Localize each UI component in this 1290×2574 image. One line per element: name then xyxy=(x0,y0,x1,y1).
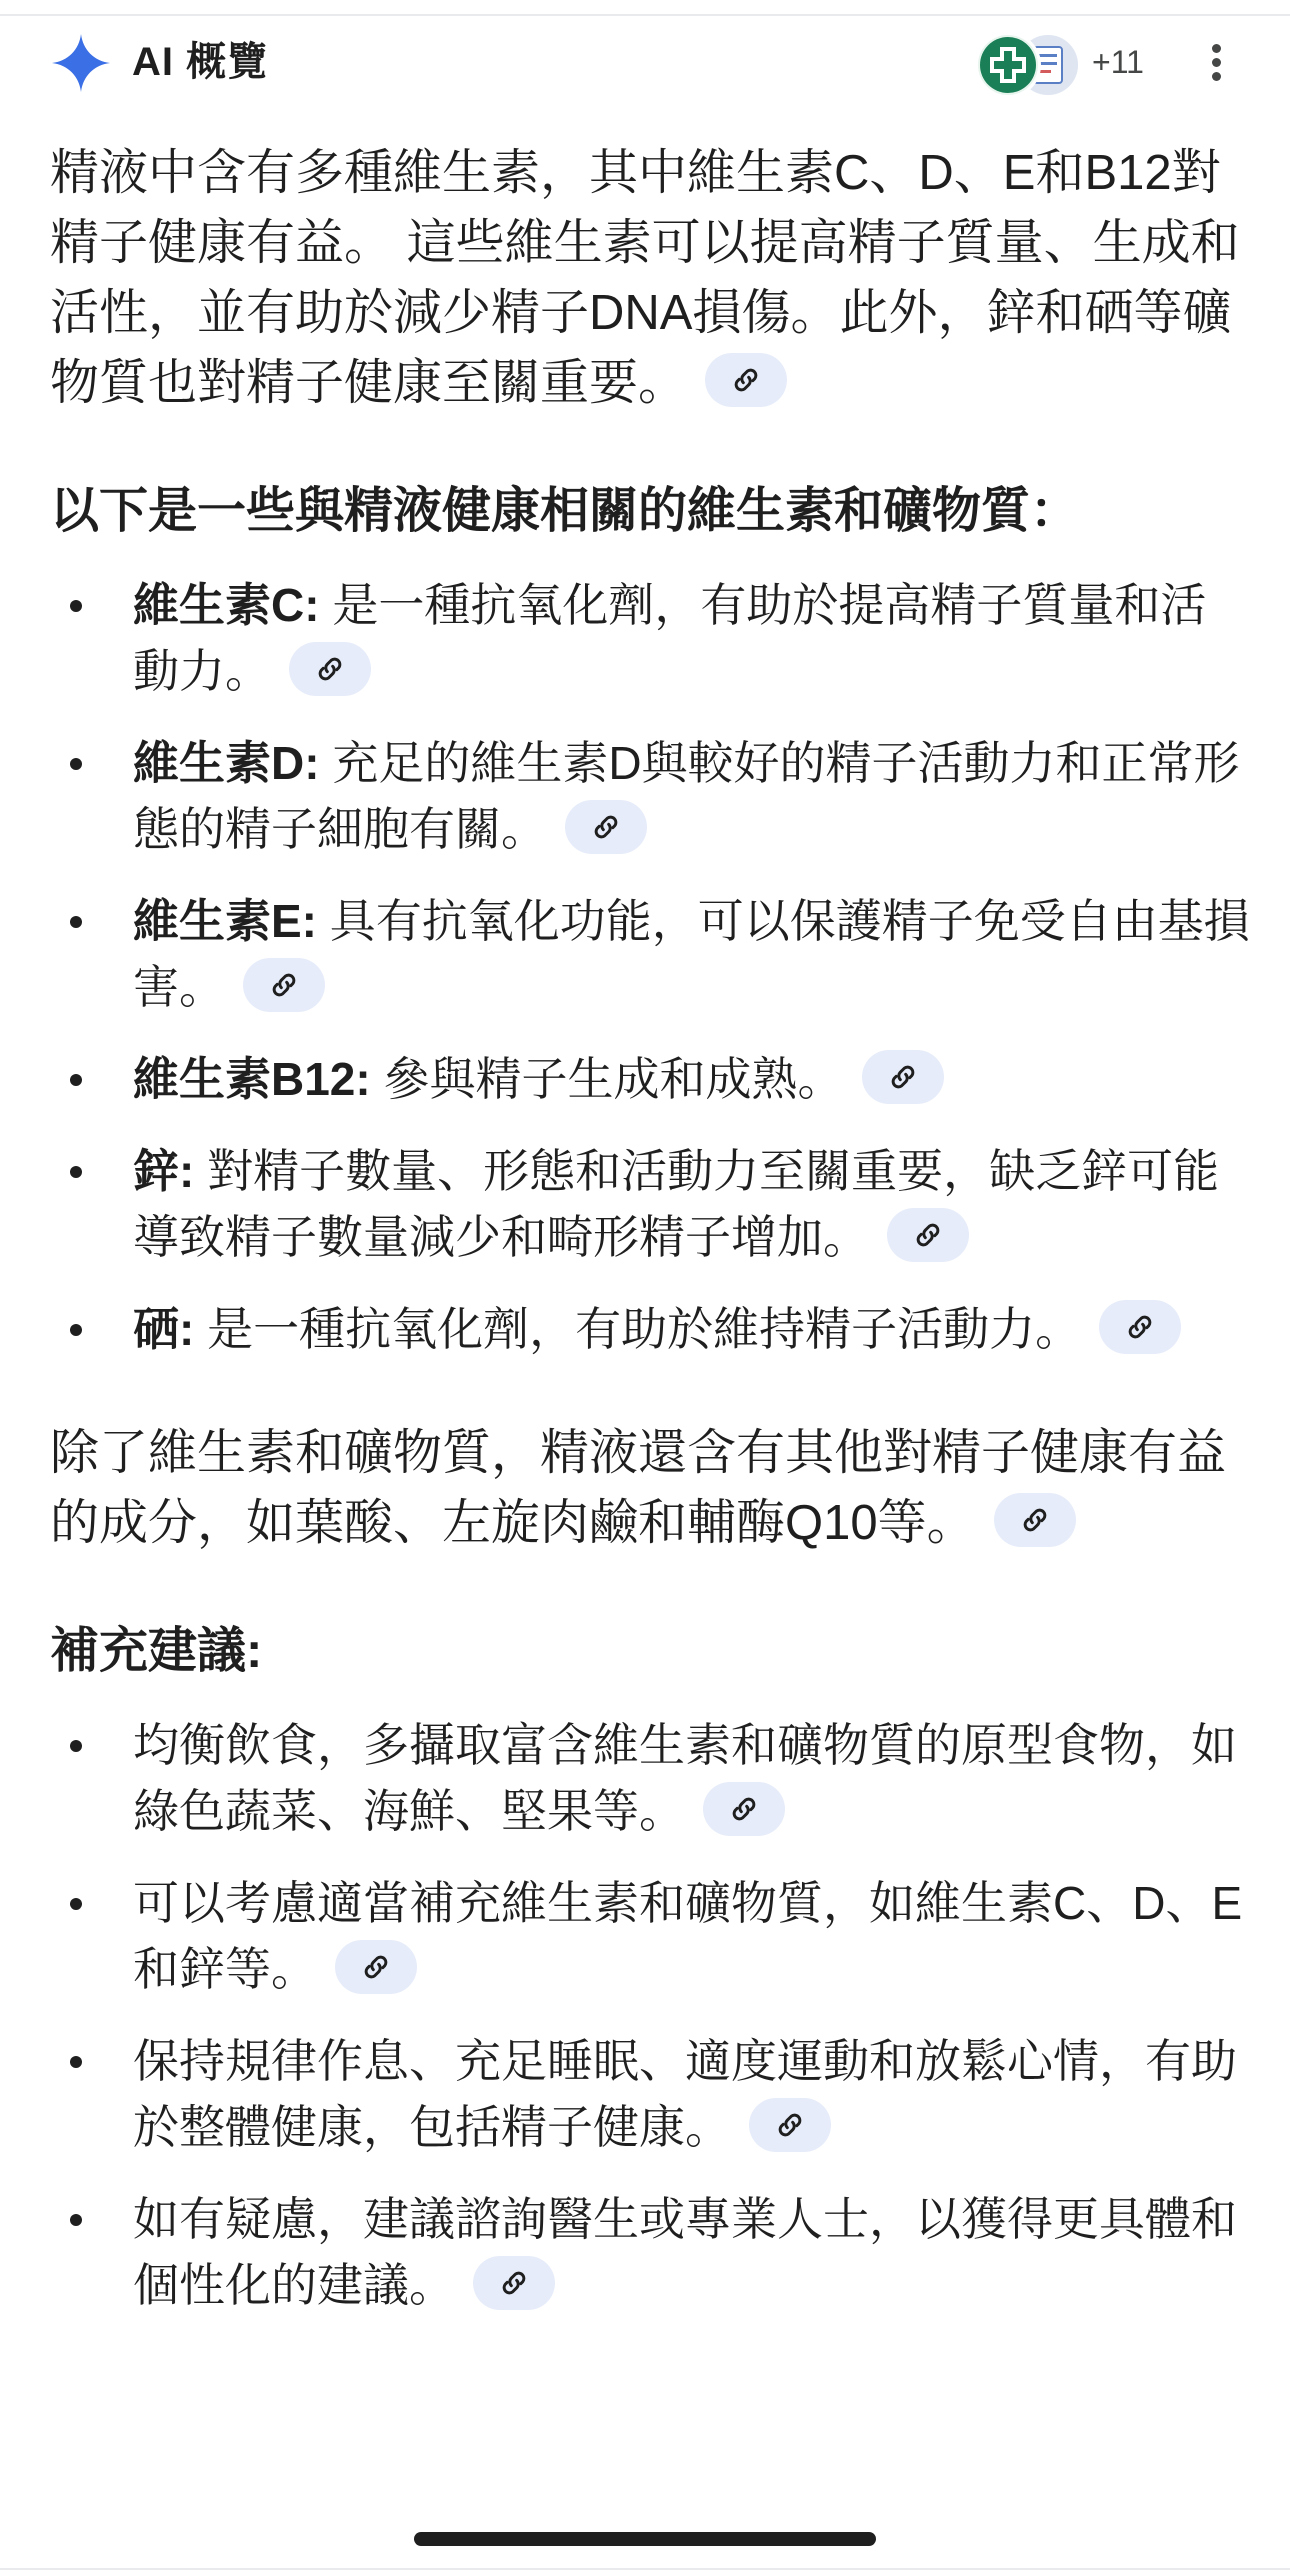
suggestion-list xyxy=(50,1712,1250,2318)
source-link-chip[interactable] xyxy=(994,1493,1076,1547)
ai-overview-header xyxy=(0,30,1290,96)
item-text: 充足的維生素D與較好的精子活動力和正常形態的精子細胞有關。 xyxy=(133,737,1240,855)
source-link-chip[interactable] xyxy=(335,1940,417,1994)
bullet xyxy=(70,1074,82,1086)
item-text: 參與精子生成和成熟。 xyxy=(370,1053,844,1105)
top-divider xyxy=(0,14,1290,16)
more-vert-icon[interactable] xyxy=(1196,34,1236,90)
link-icon xyxy=(590,811,622,843)
link-icon xyxy=(314,653,346,685)
intro-text: 精液中含有多種維生素，其中維生素C、D、E和B12對精子健康有益。 這些維生素可以提高精子質量、生成和活性，並有助於減少精子DNA損傷。此外，鋅和硒等礦物質也對精子健康至關重要。 xyxy=(50,146,1240,410)
link-icon xyxy=(730,364,762,396)
source-link-chip[interactable] xyxy=(862,1050,944,1104)
bullet xyxy=(70,2056,82,2068)
item-term: 維生素B12: xyxy=(133,1053,371,1105)
bottom-divider xyxy=(0,2568,1290,2570)
list-item xyxy=(50,888,1250,1020)
bullet xyxy=(70,1166,82,1178)
link-icon xyxy=(774,2109,806,2141)
source-link-chip[interactable] xyxy=(473,2256,555,2310)
link-icon xyxy=(360,1951,392,1983)
source-avatars[interactable] xyxy=(975,30,1095,94)
list-item xyxy=(50,2028,1250,2160)
source-link-chip[interactable] xyxy=(887,1208,969,1262)
item-text: 保持規律作息、充足睡眠、適度運動和放鬆心情，有助於整體健康，包括精子健康。 xyxy=(133,2035,1237,2153)
item-term: 硒: xyxy=(133,1303,195,1355)
link-icon xyxy=(1019,1504,1051,1536)
link-icon xyxy=(1124,1311,1156,1343)
bullet xyxy=(70,2214,82,2226)
ai-overview-content xyxy=(50,138,1250,2344)
link-icon xyxy=(912,1219,944,1251)
bullet xyxy=(70,758,82,770)
link-icon xyxy=(498,2267,530,2299)
item-term: 維生素D: xyxy=(133,737,320,789)
middle-paragraph xyxy=(50,1418,1250,1558)
list-item xyxy=(50,572,1250,704)
item-text: 如有疑慮，建議諮詢醫生或專業人士，以獲得更具體和個性化的建議。 xyxy=(133,2193,1237,2311)
vitamin-list xyxy=(50,572,1250,1362)
source-link-chip[interactable] xyxy=(243,958,325,1012)
source-count[interactable]: +11 xyxy=(1092,44,1144,80)
item-text: 是一種抗氧化劑，有助於維持精子活動力。 xyxy=(194,1303,1082,1355)
item-text: 是一種抗氧化劑，有助於提高精子質量和活動力。 xyxy=(133,579,1207,697)
item-term: 鋅: xyxy=(133,1145,195,1197)
source-link-chip[interactable] xyxy=(749,2098,831,2152)
item-term: 維生素E: xyxy=(133,895,317,947)
list-item xyxy=(50,1712,1250,1844)
list-item xyxy=(50,1296,1250,1362)
item-term: 維生素C: xyxy=(133,579,320,631)
list-item xyxy=(50,2186,1250,2318)
list-item xyxy=(50,1046,1250,1112)
source-link-chip[interactable] xyxy=(705,353,787,407)
middle-text: 除了維生素和礦物質，精液還含有其他對精子健康有益的成分，如葉酸、左旋肉鹼和輔酶Q10等。 xyxy=(50,1426,1227,1550)
bullet xyxy=(70,916,82,928)
item-text: 對精子數量、形態和活動力至關重要，缺乏鋅可能導致精子數量減少和畸形精子增加。 xyxy=(133,1145,1220,1263)
link-icon xyxy=(268,969,300,1001)
source-avatar-hospital[interactable] xyxy=(975,32,1041,98)
source-link-chip[interactable] xyxy=(703,1782,785,1836)
link-icon xyxy=(887,1061,919,1093)
item-text: 具有抗氧化功能，可以保護精子免受自由基損害。 xyxy=(133,895,1250,1013)
gemini-spark-icon xyxy=(50,32,112,94)
home-indicator[interactable] xyxy=(414,2532,876,2546)
list-item xyxy=(50,1138,1250,1270)
bullet xyxy=(70,1898,82,1910)
bullet xyxy=(70,1324,82,1336)
section-heading-vitamins: 以下是一些與精液健康相關的維生素和礦物質： xyxy=(50,484,1080,538)
list-item xyxy=(50,1870,1250,2002)
source-link-chip[interactable] xyxy=(1099,1300,1181,1354)
source-link-chip[interactable] xyxy=(565,800,647,854)
item-text: 均衡飲食，多攝取富含維生素和礦物質的原型食物，如綠色蔬菜、海鮮、堅果等。 xyxy=(133,1719,1237,1837)
list-item xyxy=(50,730,1250,862)
hospital-cross-icon xyxy=(978,35,1038,95)
link-icon xyxy=(728,1793,760,1825)
section-heading-suggestions: 補充建議: xyxy=(50,1624,263,1678)
intro-paragraph xyxy=(50,138,1250,418)
source-link-chip[interactable] xyxy=(289,642,371,696)
bullet xyxy=(70,1740,82,1752)
header-title: AI 概覽 xyxy=(132,40,269,84)
item-text: 可以考慮適當補充維生素和礦物質，如維生素C、D、E和鋅等。 xyxy=(133,1877,1243,1995)
bullet xyxy=(70,600,82,612)
